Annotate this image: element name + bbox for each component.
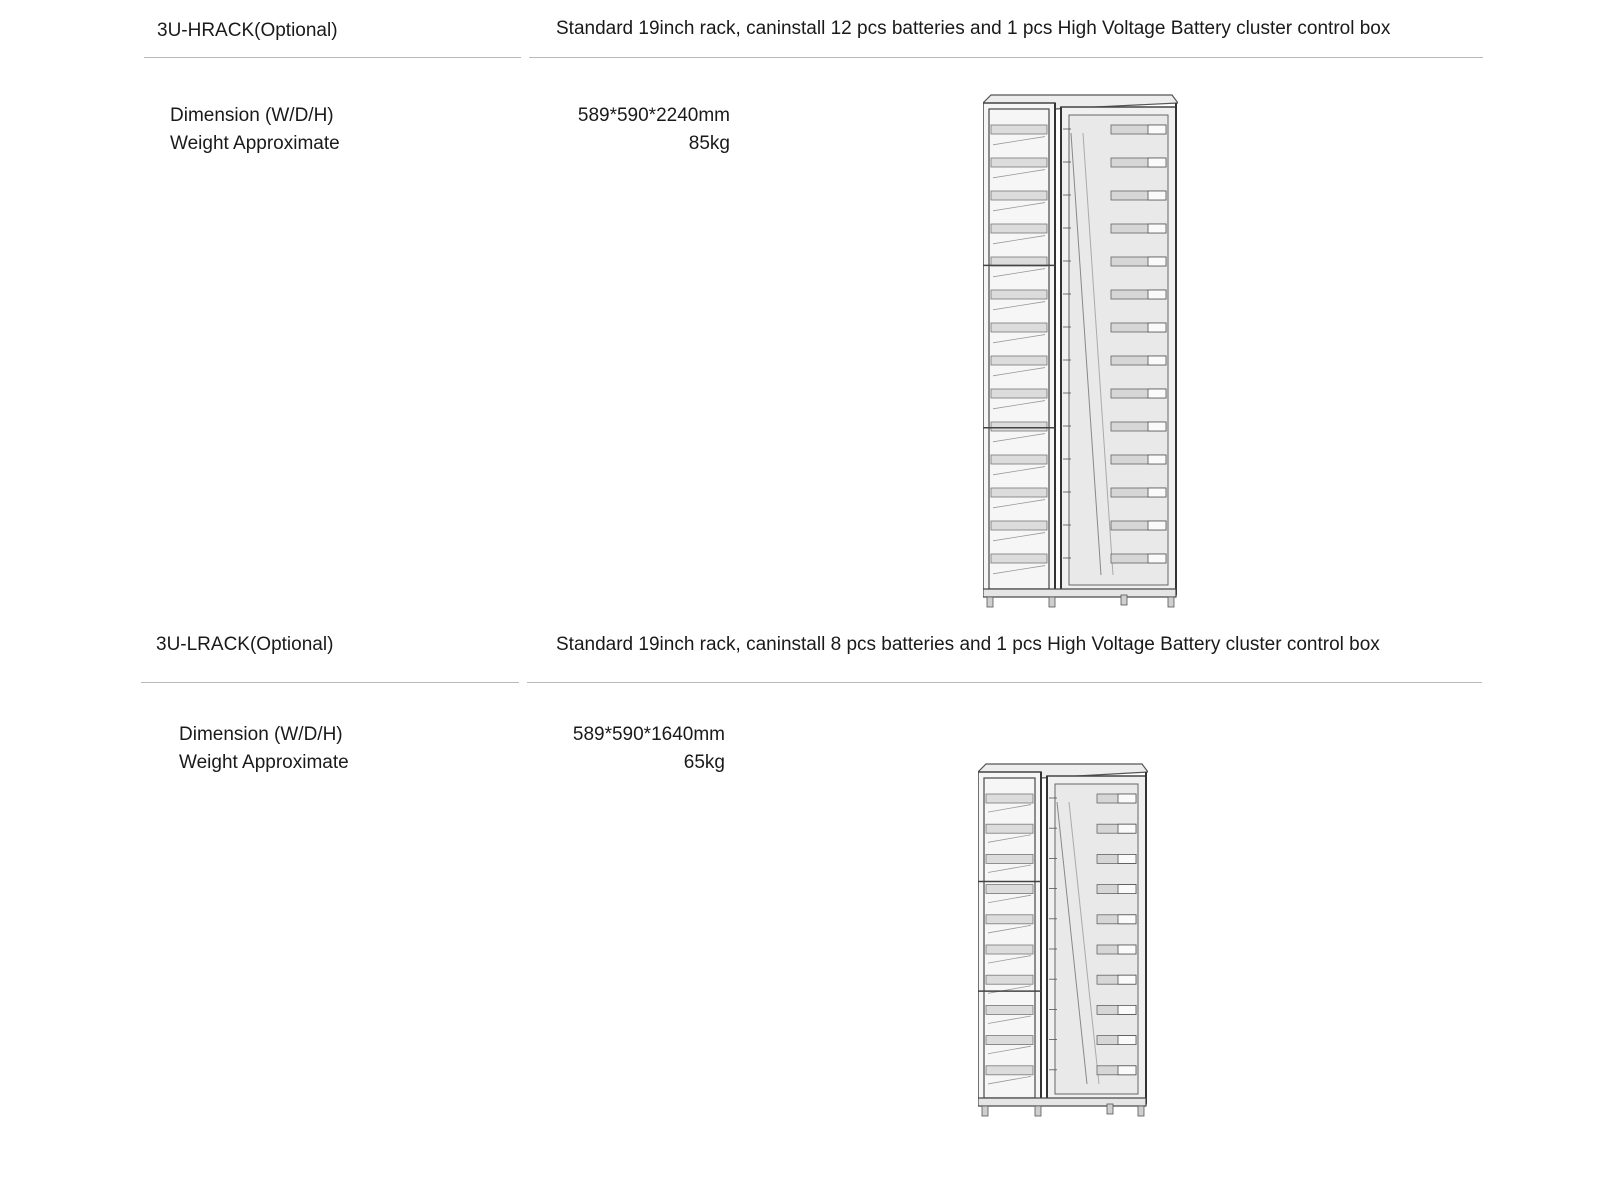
battery-rack-illustration-icon [978, 762, 1148, 1122]
spec-value-weight: 65kg [683, 752, 725, 773]
product-description: Standard 19inch rack, caninstall 12 pcs batteries and 1 pcs High Voltage Battery cluster control box [556, 18, 1391, 39]
product-description: Standard 19inch rack, caninstall 8 pcs batteries and 1 pcs High Voltage Battery cluster control box [556, 634, 1380, 655]
divider [529, 57, 1483, 58]
divider [144, 57, 521, 58]
spec-value-dimension: 589*590*2240mm [577, 105, 730, 126]
spec-value-dimension: 589*590*1640mm [572, 724, 725, 745]
product-name: 3U-LRACK(Optional) [156, 634, 334, 655]
divider [141, 682, 519, 683]
divider [527, 682, 1482, 683]
spec-value-weight: 85kg [688, 133, 730, 154]
product-section-lrack [0, 625, 1600, 1185]
spec-label-dimension: Dimension (W/D/H) [170, 105, 334, 126]
spec-label-dimension: Dimension (W/D/H) [179, 724, 343, 745]
spec-label-weight: Weight Approximate [179, 752, 349, 773]
battery-rack-illustration-icon [983, 93, 1178, 613]
spec-label-weight: Weight Approximate [170, 133, 340, 154]
product-name: 3U-HRACK(Optional) [157, 20, 338, 41]
